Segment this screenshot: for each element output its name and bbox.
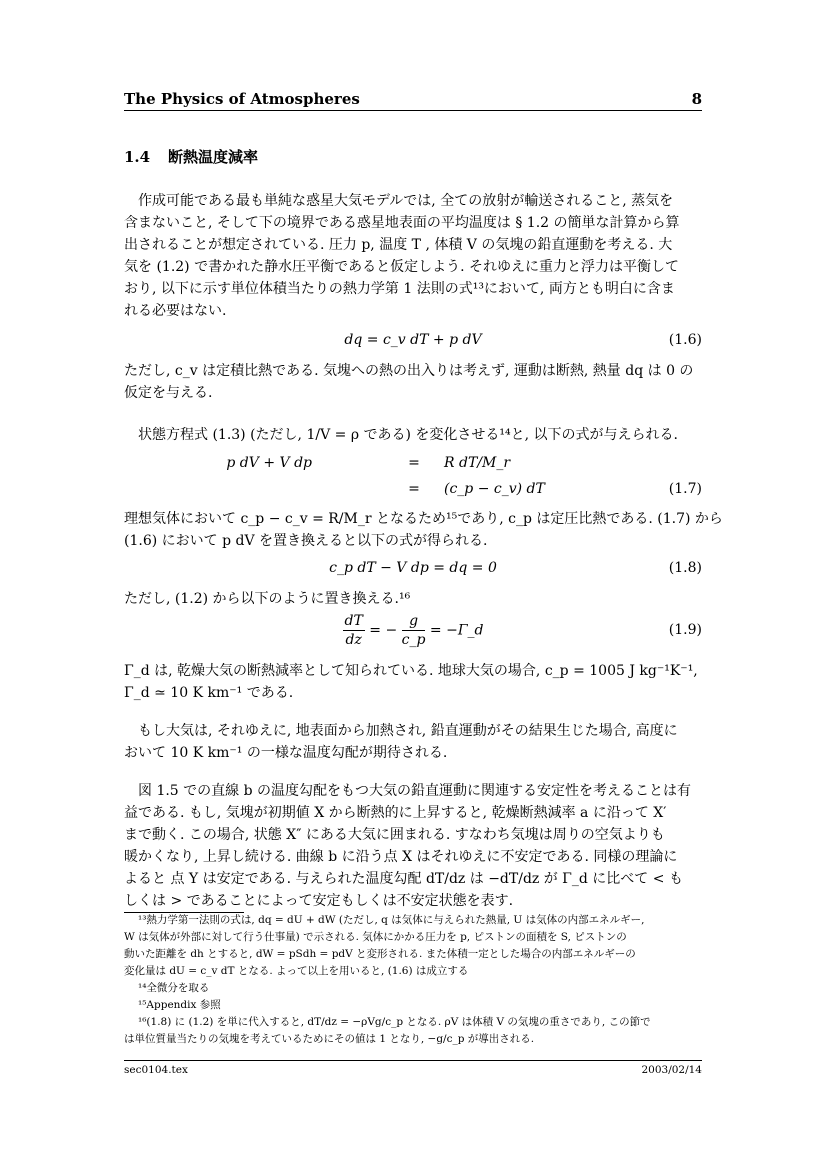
paragraph-line: 図 1.5 での直線 b の温度勾配をもつ大気の鉛直運動に関連する安定性を考えることは有 — [138, 783, 692, 799]
paragraph-line: しくは > であることによって安定もしくは不安定状態を表す. — [124, 893, 514, 909]
footnote-16-line: は単位質量当たりの気塊を考えているためにその値は 1 となり, −g/c_p が導出される. — [124, 1033, 535, 1045]
equation-rhs: R dT/M_r — [444, 455, 511, 471]
equation-relation: = — [408, 481, 420, 497]
paragraph-line: 気を (1.2) で書かれた静水圧平衡であると仮定しよう. それゆえに重力と浮力は平衡して — [124, 259, 679, 275]
paragraph-line: おり, 以下に示す単位体積当たりの熱力学第 1 法則の式¹³において, 両方とも明白に含ま — [124, 281, 675, 297]
paragraph-line: 仮定を与える. — [124, 385, 213, 401]
paragraph-line: 作成可能である最も単純な惑星大気モデルでは, 全ての放射が輸送されること, 蒸気を — [138, 193, 674, 209]
paragraph-line: Γ_d は, 乾燥大気の断熱減率として知られている. 地球大気の場合, c_p = 1005 J kg⁻¹K⁻¹, — [124, 663, 698, 679]
paragraph-line: 含まないこと, そして下の境界である惑星地表面の平均温度は § 1.2 の簡単な計算から算 — [124, 215, 680, 231]
footnotes — [124, 912, 702, 1048]
paragraph-2 — [124, 360, 702, 404]
paragraph-line: 暖かくなり, 上昇し続ける. 曲線 b に沿う点 X はそれゆえに不安定である. 同様の理論に — [124, 849, 678, 865]
paragraph-4 — [124, 508, 723, 552]
paragraph-line: よると 点 Y は安定である. 与えられた温度勾配 dT/dz は −dT/dz が Γ_d に比べて < も — [124, 871, 683, 887]
equation-number: (1.8) — [668, 560, 702, 576]
paragraph-line: もし大気は, それゆえに, 地表面から加熱され, 鉛直運動がその結果生じた場合, 高度に — [138, 723, 678, 739]
equation-relation: = — [408, 455, 420, 471]
equation-lhs: p dV + V dp — [226, 455, 312, 471]
footer-rule — [124, 1060, 702, 1061]
paragraph-7 — [124, 720, 702, 764]
footer-date: 2003/02/14 — [641, 1064, 702, 1076]
paragraph-line: ただし, (1.2) から以下のように置き換える.¹⁶ — [124, 591, 411, 607]
equation-body: c_p dT − V dp = dq = 0 — [329, 560, 497, 576]
paragraph-5 — [124, 588, 702, 610]
footnote-13-line: 動いた距離を dh とすると, dW = pSdh = pdV と変形される. また体積一定とした場合の内部エネルギーの — [124, 948, 636, 960]
paragraph-line: (1.6) において p dV を置き換えると以下の式が得られる. — [124, 533, 488, 549]
footnote-13-line: W は気体が外部に対して行う仕事量) で示される. 気体にかかる圧力を p, ピストンの面積を S, ピストンの — [124, 931, 627, 943]
paragraph-line: 出されることが想定されている. 圧力 p, 温度 T , 体積 V の気塊の鉛直運動を考える. 大 — [124, 237, 673, 253]
paragraph-line: 益である. もし, 気塊が初期値 X から断熱的に上昇すると, 乾燥断熱減率 a に沿って X′ — [124, 805, 667, 821]
equation-number: (1.9) — [668, 622, 702, 638]
section-heading — [124, 146, 258, 167]
numerator: g — [402, 612, 426, 631]
equation-rhs: (c_p − c_v) dT — [444, 481, 545, 497]
paragraph-line: ただし, c_v は定積比熱である. 気塊への熱の出入りは考えず, 運動は断熱, 熱量 dq は 0 の — [124, 363, 694, 379]
equation-1-6 — [124, 332, 702, 354]
equation-1-7-line-1 — [124, 455, 702, 477]
paragraph-line: れる必要はない. — [124, 303, 227, 319]
equation-1-9 — [124, 612, 702, 656]
paragraph-line: Γ_d ≃ 10 K km⁻¹ である. — [124, 685, 294, 701]
running-header-title: The Physics of Atmospheres — [124, 90, 360, 108]
header-rule — [124, 110, 702, 111]
equation-operator: = − — [369, 622, 398, 639]
footnote-13-line: 変化量は dU = c_v dT となる. よって以上を用いると, (1.6) は成立する — [124, 965, 469, 977]
footnote-16-line: ¹⁶(1.8) に (1.2) を単に代入すると, dT/dz = −ρVg/c_p となる. ρV は体積 V の気塊の重さであり, この節で — [138, 1016, 651, 1028]
section-number: 1.4 — [124, 148, 151, 166]
equation-tail: = −Γ_d — [429, 622, 484, 639]
equation-body — [124, 612, 702, 649]
denominator: c_p — [401, 632, 426, 648]
paragraph-line: 理想気体において c_p − c_v = R/M_r となるため¹⁵であり, c_p は定圧比熱である. (1.7) から — [124, 511, 723, 527]
footer-filename: sec0104.tex — [124, 1064, 188, 1076]
equation-body: dq = c_v dT + p dV — [344, 332, 482, 348]
footnote-14: ¹⁴全微分を取る — [138, 982, 210, 994]
equation-1-7-line-2 — [124, 481, 702, 503]
paragraph-6 — [124, 660, 702, 704]
footnote-13-line: ¹³熱力学第一法則の式は, dq = dU + dW (ただし, q は気体に与えられた熱量, U は気体の内部エネルギー, — [138, 914, 645, 926]
fraction — [343, 612, 365, 649]
numerator: dT — [344, 613, 363, 629]
fraction — [402, 612, 426, 649]
equation-number: (1.6) — [668, 332, 702, 348]
footnote-15: ¹⁵Appendix 参照 — [138, 999, 221, 1011]
paragraph-3 — [124, 424, 702, 446]
page-number: 8 — [691, 90, 702, 108]
paragraph-line: まで動く. この場合, 状態 X″ にある大気に囲まれる. すなわち気塊は周りの空気よりも — [124, 827, 665, 843]
section-title: 断熱温度減率 — [168, 148, 259, 166]
equation-number: (1.7) — [668, 481, 702, 497]
paragraph-line: おいて 10 K km⁻¹ の一様な温度勾配が期待される. — [124, 745, 448, 761]
denominator: dz — [345, 632, 362, 648]
paragraph-1 — [124, 190, 702, 322]
paragraph-8 — [124, 780, 702, 912]
paragraph-line: 状態方程式 (1.3) (ただし, 1/V = ρ である) を変化させる¹⁴と, 以下の式が与えられる. — [138, 427, 678, 443]
equation-1-8 — [124, 560, 702, 582]
